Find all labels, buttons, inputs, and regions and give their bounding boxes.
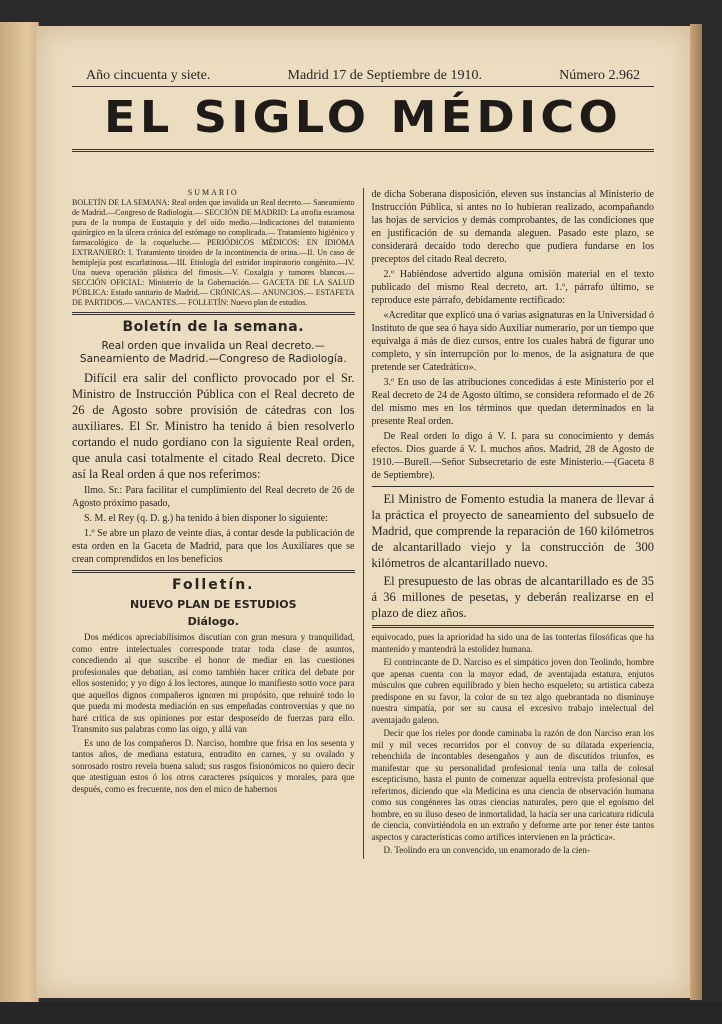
book-right-edge: [690, 24, 702, 1000]
scan-bottom-band: [0, 1002, 722, 1024]
folletin-rule: [72, 570, 355, 573]
right-paragraph-1: de dicha Soberana disposición, eleven sus instancias al Ministerio de Instrucción Pública, si antes no lo hubieran realizado, acompañando las hojas de servicios y demás comprobantes, de las condiciones que en justificación de su demanda aleguen. Pasado este plazo, se considerará decaído todo derecho que pudiera fundarse en los preceptos del citado Real decreto.: [371, 189, 654, 265]
right-column: [372, 188, 655, 859]
right-paragraph-2: 2.º Habiéndose advertido alguna omisión material en el texto publicado del mismo Real decreto, art. 1.º, párrafo último, se reproduce este párrafo, debidamente rectificado:: [371, 269, 654, 306]
boletin-paragraph-2: Ilmo. Sr.: Para facilitar el cumplimiento del Real decreto de 26 de Agosto próximo pasado,: [72, 485, 355, 509]
folletin-right-3: Decir que los rieles por donde caminaba la razón de don Narciso eran los mil y mil veces recorridos por el convoy de su dilatada experiencia, rehenchida de incontables desengaños y aun de discutidos triunfos, es manifestar que su personalidad profesional tenía una talla de colosal escepticismo, hasta el punto de comenzar aquella entrevista profesional que referimos, diciendo que «la Medicina es una ciencia de observación humana como sus congéneres las otras ciencias naturales, pero que el egoísmo del hombre, en su iluso deseo de inmortalidad, la hacía ser una caricatura ridícula de ciencia, convirtiéndola en un extraño y deforme arte por tener éste tantos aspectos y características como artífices intervienen en la práctica».: [371, 728, 654, 842]
boletin-paragraph-4: 1.º Se abre un plazo de veinte días, á contar desde la publicación de esta orden en la Gaceta de Madrid, para que los Auxiliares que se crean comprendidos en los beneficios: [72, 528, 355, 565]
left-column: [72, 188, 355, 859]
sumario-rule: [72, 312, 355, 315]
folletin-paragraph-1: Dos médicos apreciabilísimos discutían con gran mesura y tranquilidad, como entre intelectuales corresponde tratar toda clase de asuntos, concediendo al que suscribe el honor de mediar en las cuestiones profesionales que debatían, así como también hacer crítica del debate por ellos sostenido; y yo digo á los lectores, aunque lo manifiesto sotto voce para que aquellos dignos compañeros ignoren mi propósito, que rehuiré todo lo que pueda mi modesta mediación en sus empeñadas controversias y que no haré crítica de sus opiniones por estar desposeído de fuerzas para ello. Transmito sus palabras como las oigo, y allá van: [72, 632, 355, 734]
header-date: Madrid 17 de Septiembre de 1910.: [287, 68, 482, 83]
header-year: Año cincuenta y siete.: [86, 68, 211, 83]
folletin-dialogo: Diálogo.: [187, 615, 239, 628]
page-content: [72, 66, 654, 855]
sumario-label: SUMARIO: [187, 188, 239, 197]
boletin-paragraph-1: Difícil era salir del conflicto provocado por el Sr. Ministro de Instrucción Pública con el Real decreto de 26 de Agosto sobre provisión de cátedras con los auxiliares. El Sr. Ministro ha tenido á bien resolverlo cortando el nudo gordiano con la siguiente Real orden, que anula casi totalmente el citado Real decreto. Dice así la Real orden á que nos referimos:: [72, 371, 355, 481]
right-paragraph-7: El presupuesto de las obras de alcantarillado es de 35 á 36 millones de pesetas, y deberán realizarse en el plazo de diez años.: [371, 574, 654, 620]
folletin-right-4: D. Teolindo era un convencido, un enamorado de la cien-: [383, 845, 590, 855]
right-paragraph-4: 3.º En uso de las atribuciones concedidas á este Ministerio por el Real decreto de 24 de Agosto último, se considera reformado el de 26 del mismo mes en los términos que quedan determinados en la presente Real orden.: [371, 377, 654, 427]
sumario-text: BOLETÍN DE LA SEMANA: Real orden que invalida un Real decreto.— Saneamiento de Madrid.—Congreso de Radiología.— SECCIÓN DE MADRID: La atrofia escamosa pura de la trompa de Eustaquio y del oído medio.—Indicaciones del tratamiento quirúrgico en la úlcera crónica del estómago no complicada.— Tratamiento higiénico y farmacológico de la coqueluche.— PERIÓDICOS MÉDICOS: EN IDIOMA EXTRANJERO: I. Tratamiento tiroideo de la incontinencia de orina.—II. Un caso de hemiplejía post escarlatinosa.—III. Etiología del estridor inspiratorio congénito.—IV. Una nueva operación plástica del fimosis.—V. Coxalgia y tumores blancos.— SECCIÓN OFICIAL: Ministerio de la Gobernación.— GACETA DE LA SALUD PÚBLICA: Estado sanitario de Madrid.— CRÓNICAS.— ANUNCIOS.— ESTAFETA DE PARTIDOS.— VACANTES.— FOLLETÍN: Nuevo plan de estudios.: [72, 198, 355, 307]
right-paragraph-3: «Acreditar que explicó una ó varias asignaturas en la Universidad ó Instituto de que sea ó haya sido Auxiliar numerario, por un tiempo que equivalga á más de diez cursos, entre los cuales habrá de figurar uno completo, y sin interrupción por lo menos, de la asignatura de que pretende ser Catedrático».: [371, 310, 654, 373]
header-line: [72, 66, 654, 86]
folletin-subtitle: NUEVO PLAN DE ESTUDIOS: [129, 598, 297, 611]
right-paragraph-5: De Real orden lo digo á V. I. para su conocimiento y demás efectos. Dios guarde á V. I. muchos años. Madrid, 28 de Agosto de 1910.—Burell.—Señor Subsecretario de este Ministerio.—(Gaceta 8 de Septiembre).: [371, 431, 654, 481]
columns: [72, 188, 654, 859]
folletin-right-1: equivocado, pues la aprioridad ha sido una de las tonterías filosóficas que ha mantenido y mantendrá la estolidez humana.: [371, 632, 654, 654]
folletin-paragraph-2: Es uno de los compañeros D. Narciso, hombre que frisa en los sesenta y tantos años, de mediana estatura, entradito en carnes, y su ovalado y sonrosado rostro revela buena salud; sus rasgos fisionómicos no quiero decir que atestiguan estos ó los otros caracteres psíquicos y morales, para que después, como es frecuente, nos den el mico de habernos: [72, 737, 355, 794]
header-number: Número 2.962: [559, 68, 640, 83]
boletin-lead: Real orden que invalida un Real decreto.—Saneamiento de Madrid.—Congreso de Radiología.: [79, 340, 347, 365]
right-paragraph-6: El Ministro de Fomento estudia la manera de llevar á la práctica el proyecto de saneamiento del subsuelo de Madrid, que comprende la reparación de 160 kilómetros de alcantarillado viejo y la construcción de 300 kilómetros de alcantarillado nuevo.: [371, 492, 654, 570]
boletin-paragraph-3: S. M. el Rey (q. D. g.) ha tenido á bien disponer lo siguiente:: [84, 513, 328, 524]
boletin-title: Boletín de la semana.: [122, 319, 305, 335]
folletin-right-2: El contrincante de D. Narciso es el simpático joven don Teolindo, hombre que apenas cuenta con la mayor edad, de aventajada estatura, enjutos músculos que cubren equilibrado y bien hecho esqueleto; su artística cabeza predispone en su favor, la color de su tez algo quebrantada no disminuye nuestra simpatía, por ser su causa el excesivo trabajo intelectual del aventajado galeno.: [371, 657, 654, 725]
column-separator: [363, 188, 364, 859]
book-left-edge: [0, 22, 39, 1002]
folletin-title: Folletín.: [172, 577, 255, 593]
right-folletin-rule: [372, 625, 655, 628]
masthead-title: EL SIGLO MÉDICO: [104, 92, 622, 143]
newspaper-page: [36, 26, 692, 998]
right-rule: [372, 486, 655, 487]
masthead-rule: [72, 149, 654, 152]
